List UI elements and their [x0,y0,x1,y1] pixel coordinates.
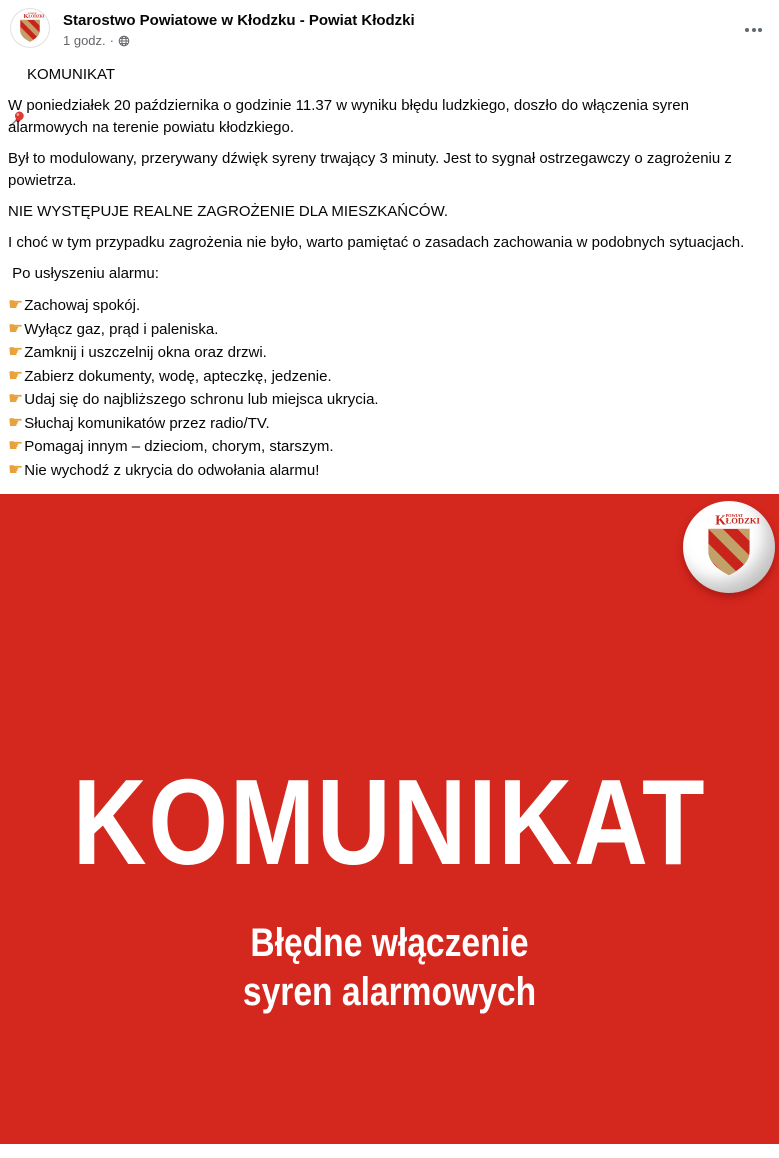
pointing-finger-icon: ☛ [8,318,24,339]
more-options-button[interactable] [743,22,764,38]
list-item-text: Słuchaj komunikatów przez radio/TV. [24,414,270,432]
header-info [63,8,415,49]
pointing-finger-icon: ☛ [8,365,24,386]
list-item [8,435,755,459]
list-item [8,365,755,389]
list-item [8,294,755,318]
list-item [8,388,755,412]
list-item-text: Udaj się do najbliższego schronu lub miejsca ukrycia. [24,391,379,408]
post-headline [8,64,755,86]
post-paragraph: I choć w tym przypadku zagrożenia nie było, warto pamiętać o zasadach zachowania w podobnych sytuacjach. [8,234,745,251]
globe-privacy-icon [118,34,130,47]
post-header [0,0,779,58]
list-item [8,341,755,365]
list-item [8,412,755,436]
image-subtitle-line2: syren alarmowych [242,970,537,1014]
list-item-text: Nie wychodź z ukrycia do odwołania alarmu! [24,461,320,479]
list-item-text: Zamknij i uszczelnij okna oraz drzwi. [24,344,267,361]
powiat-klodzki-logo-icon [15,11,45,45]
list-item [8,459,755,483]
pointing-finger-icon: ☛ [8,295,24,315]
list-item-text: Zachowaj spokój. [24,297,141,314]
list-item-text: Pomagaj innym – dzieciom, chorym, starszym. [24,438,334,455]
post-headline-text: KOMUNIKAT [27,66,116,83]
image-subtitle-line1: Błędne włączenie [250,921,529,965]
pointing-finger-icon: ☛ [8,389,24,409]
alarm-instructions-list [8,294,755,482]
meta-separator: · [109,33,114,48]
page-avatar[interactable] [10,8,50,48]
post-text [0,58,779,494]
pointing-finger-icon: ☛ [8,342,24,362]
post-attached-image[interactable] [0,494,779,1144]
pushpin-icon [8,66,26,84]
pointing-finger-icon: ☛ [8,459,24,480]
powiat-klodzki-logo-icon [698,510,760,582]
post-meta [63,32,415,49]
list-item-text: Zabierz dokumenty, wodę, apteczkę, jedzenie. [24,367,332,385]
pointing-finger-icon: ☛ [8,436,24,456]
list-item-text: Wyłącz gaz, prąd i paleniska. [24,320,219,338]
powiat-klodzki-sticker-badge [683,501,775,593]
post-paragraph: W poniedziałek 20 października o godzinie 11.37 w wyniku błędu ludzkiego, doszło do włączenia syren alarmowych na terenie powiatu kłodzkiego. [8,97,694,136]
timestamp[interactable]: 1 godz. [63,33,106,48]
post-paragraph: Po usłyszeniu alarmu: [8,265,159,282]
page-name-link[interactable]: Starostwo Powiatowe w Kłodzku - Powiat Kłodzki [63,12,415,29]
post-paragraph: NIE WYSTĘPUJE REALNE ZAGROŻENIE DLA MIESZKAŃCÓW. [8,203,449,220]
image-headline: KOMUNIKAT [72,754,707,890]
post-paragraph: Był to modulowany, przerywany dźwięk syreny trwający 3 minuty. Jest to sygnał ostrzegawczy o zagrożeniu z powietrza. [8,150,737,189]
list-item [8,318,755,342]
pointing-finger-icon: ☛ [8,412,24,433]
image-subtitle [62,919,716,1017]
